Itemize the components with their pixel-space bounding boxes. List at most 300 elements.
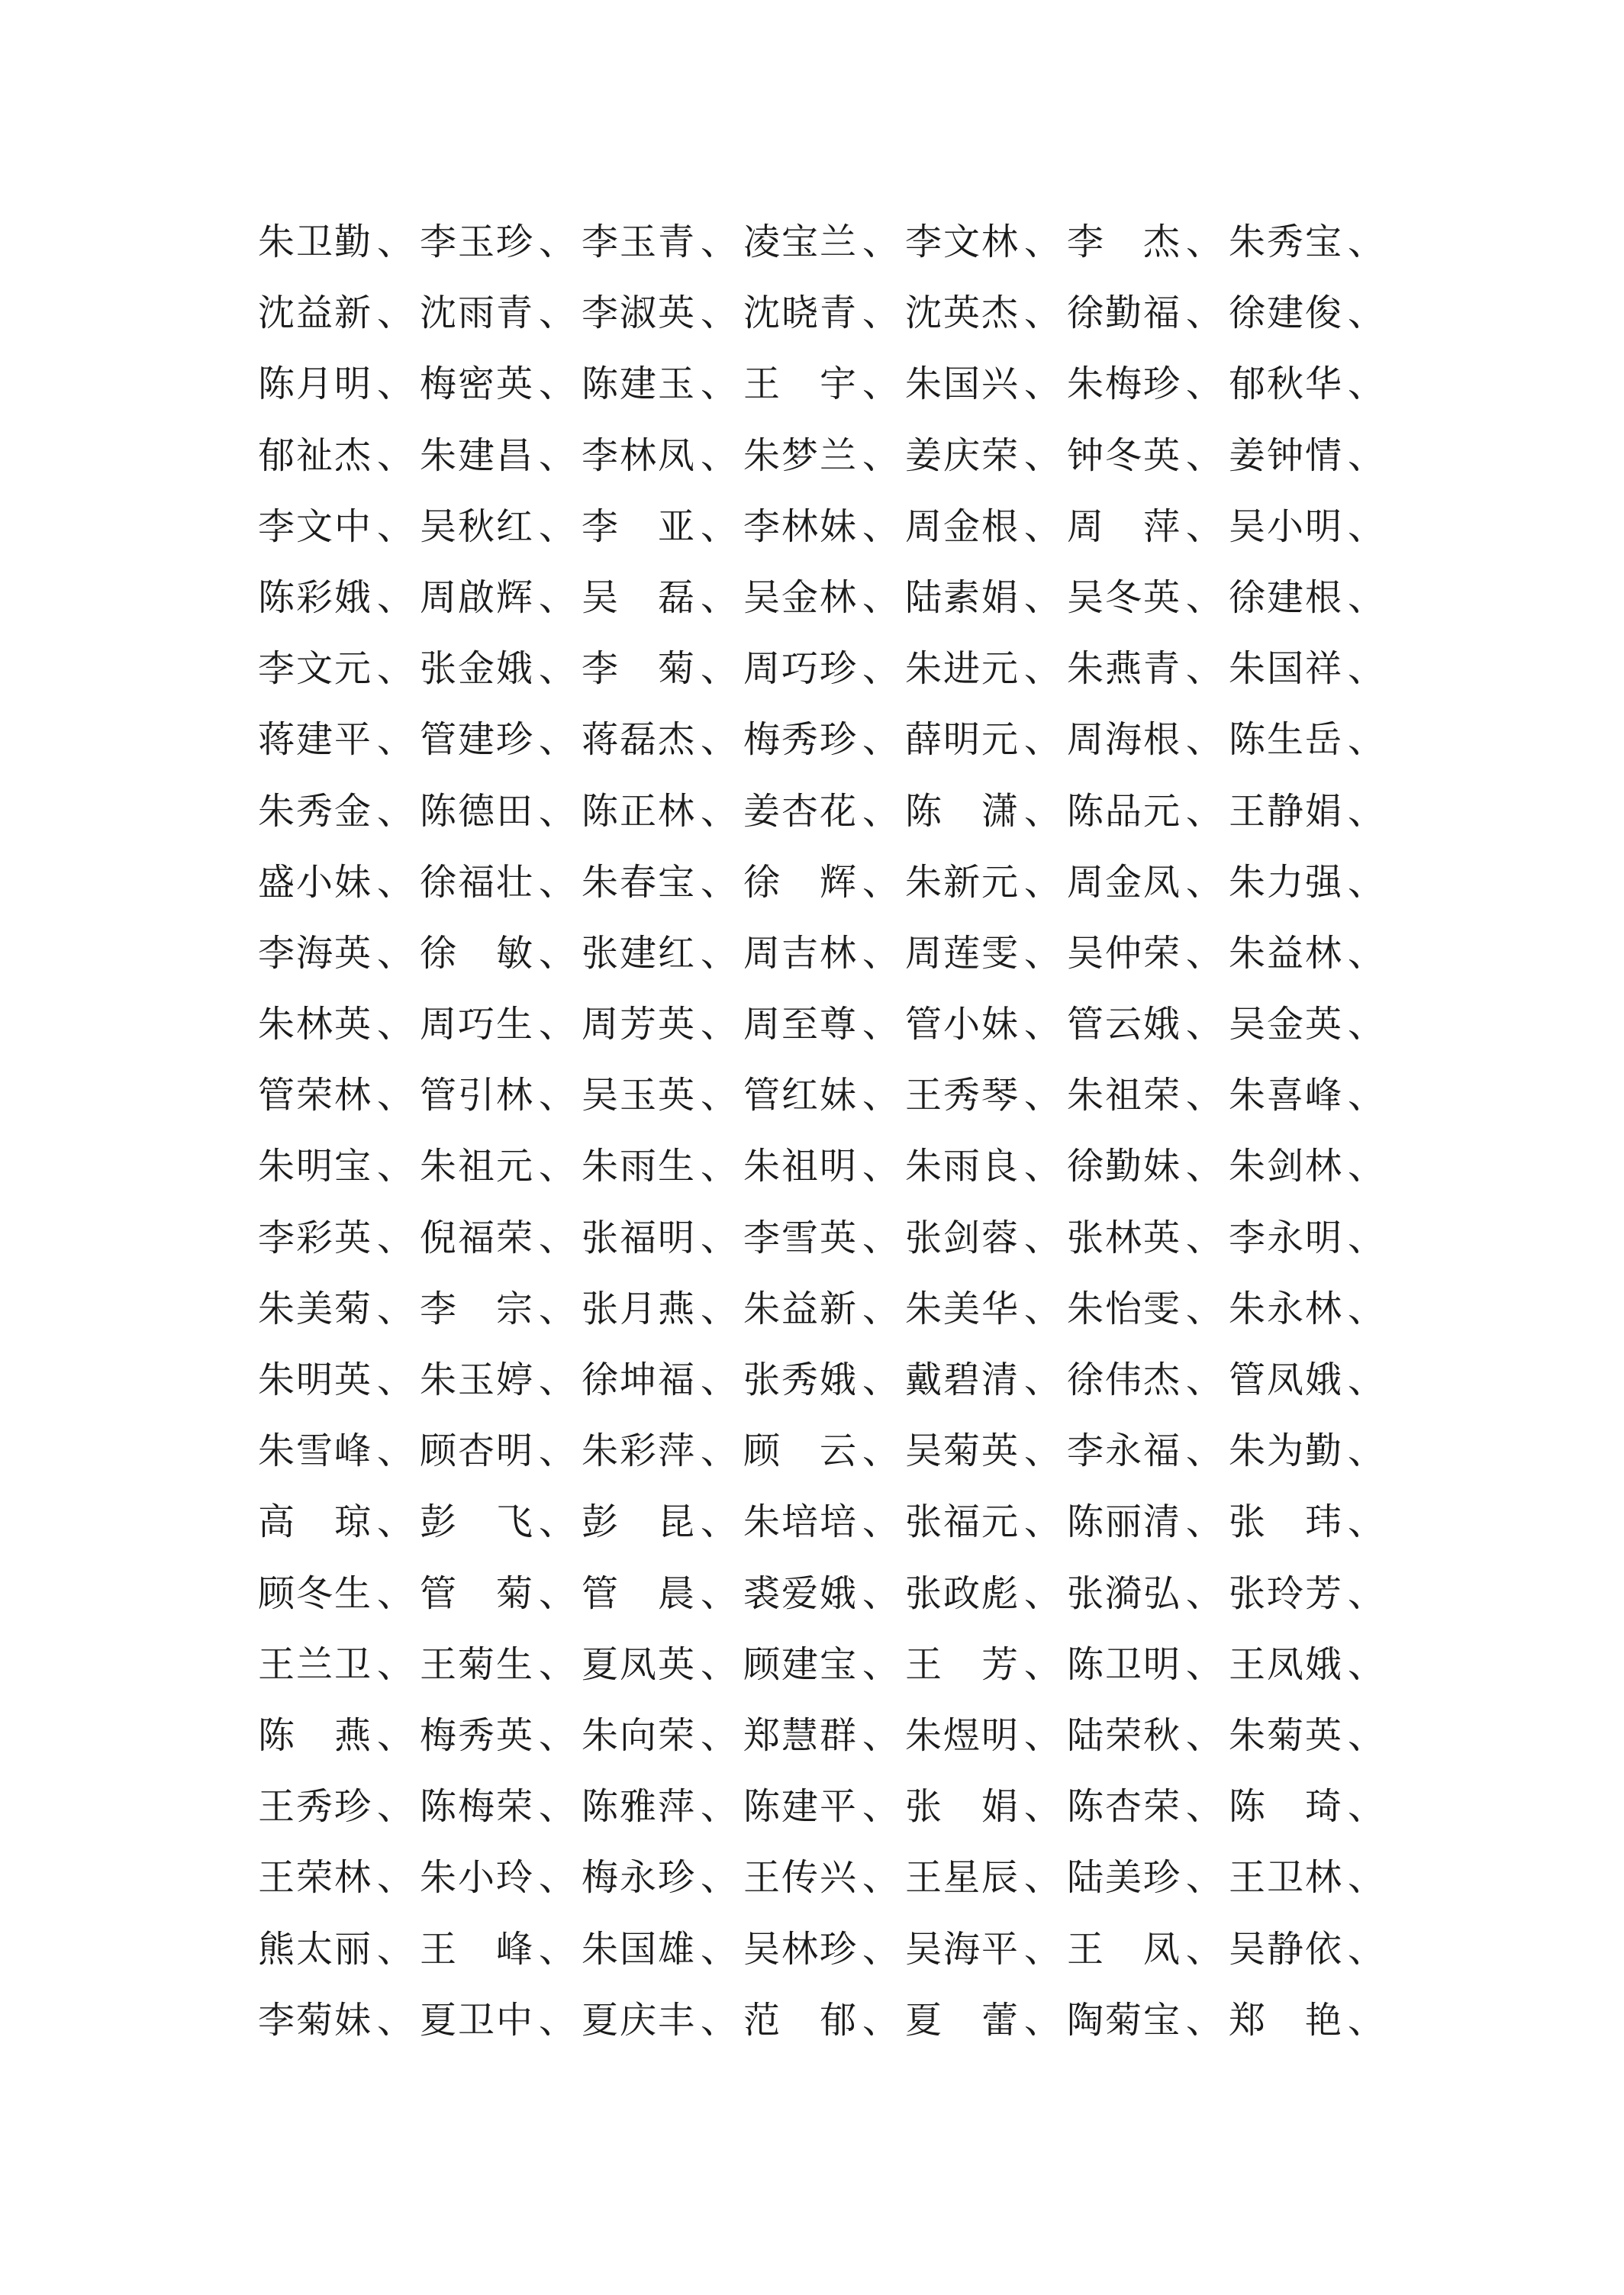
name-entry bbox=[1229, 788, 1390, 834]
separator-mark: 、 bbox=[538, 292, 575, 335]
person-name: 吴金英 bbox=[1229, 1003, 1342, 1046]
person-name: 管凤娥 bbox=[1229, 1359, 1342, 1401]
name-entry bbox=[1229, 1286, 1390, 1332]
person-name: 朱建昌 bbox=[420, 434, 533, 477]
person-name: 张林英 bbox=[1067, 1216, 1180, 1259]
separator-mark: 、 bbox=[862, 363, 899, 406]
name-entry bbox=[743, 1784, 905, 1829]
person-name: 周至尊 bbox=[743, 1003, 856, 1046]
separator-mark: 、 bbox=[538, 1359, 575, 1401]
name-row bbox=[258, 361, 1387, 432]
name-entry bbox=[420, 1713, 582, 1758]
person-name: 管建珍 bbox=[420, 718, 533, 762]
person-name: 朱林英 bbox=[258, 1003, 371, 1046]
separator-mark: 、 bbox=[1185, 292, 1223, 335]
name-entry bbox=[1229, 1357, 1390, 1403]
separator-mark: 、 bbox=[1347, 1500, 1384, 1544]
name-row bbox=[258, 1784, 1387, 1855]
person-name: 徐勤妹 bbox=[1067, 1145, 1180, 1188]
separator-mark: 、 bbox=[1347, 221, 1384, 263]
person-name: 王卫林 bbox=[1229, 1856, 1342, 1900]
name-entry bbox=[258, 859, 420, 905]
person-name: 沈晓青 bbox=[743, 292, 856, 335]
separator-mark: 、 bbox=[376, 1003, 414, 1046]
person-name: 朱雨生 bbox=[582, 1145, 694, 1188]
person-name: 张建红 bbox=[582, 931, 694, 975]
name-row bbox=[258, 1357, 1387, 1428]
person-name: 陈生岳 bbox=[1229, 718, 1342, 762]
name-row bbox=[258, 646, 1387, 717]
name-entry bbox=[420, 1926, 582, 1972]
name-entry bbox=[905, 1001, 1067, 1047]
separator-mark: 、 bbox=[1185, 1216, 1223, 1259]
person-name: 朱向荣 bbox=[582, 1713, 694, 1757]
separator-mark: 、 bbox=[700, 1571, 737, 1615]
person-name: 周 萍 bbox=[1067, 504, 1180, 548]
name-row bbox=[258, 1215, 1387, 1286]
name-row bbox=[258, 1571, 1387, 1642]
separator-mark: 、 bbox=[538, 647, 575, 691]
separator-mark: 、 bbox=[1185, 363, 1223, 406]
name-entry bbox=[743, 219, 905, 265]
name-entry bbox=[582, 1072, 743, 1118]
name-entry bbox=[582, 930, 743, 976]
name-entry bbox=[1067, 646, 1229, 691]
separator-mark: 、 bbox=[1347, 1713, 1384, 1757]
person-name: 陈彩娥 bbox=[258, 575, 371, 619]
separator-mark: 、 bbox=[700, 1998, 737, 2042]
person-name: 王荣林 bbox=[258, 1856, 371, 1900]
name-entry bbox=[1067, 504, 1229, 550]
person-name: 吴金林 bbox=[743, 575, 856, 619]
person-name: 陈品元 bbox=[1067, 789, 1180, 833]
person-name: 李 亚 bbox=[582, 504, 694, 548]
separator-mark: 、 bbox=[538, 1713, 575, 1757]
separator-mark: 、 bbox=[1023, 1359, 1061, 1401]
person-name: 管小妹 bbox=[905, 1003, 1018, 1046]
name-entry bbox=[258, 1784, 420, 1829]
separator-mark: 、 bbox=[862, 1500, 899, 1544]
separator-mark: 、 bbox=[1347, 1074, 1384, 1117]
separator-mark: 、 bbox=[1347, 1785, 1384, 1829]
separator-mark: 、 bbox=[1023, 575, 1061, 619]
separator-mark: 、 bbox=[538, 1287, 575, 1330]
person-name: 徐 辉 bbox=[743, 860, 856, 904]
name-entry bbox=[258, 1855, 420, 1900]
person-name: 王 峰 bbox=[420, 1927, 533, 1971]
name-entry bbox=[420, 1001, 582, 1047]
separator-mark: 、 bbox=[1347, 363, 1384, 406]
name-entry bbox=[1229, 1642, 1390, 1687]
person-name: 顾杏明 bbox=[420, 1430, 533, 1473]
separator-mark: 、 bbox=[700, 575, 737, 619]
name-entry bbox=[1229, 290, 1390, 336]
name-entry bbox=[582, 1143, 743, 1189]
name-entry bbox=[420, 859, 582, 905]
name-entry bbox=[420, 1855, 582, 1900]
name-entry bbox=[743, 504, 905, 550]
separator-mark: 、 bbox=[1185, 647, 1223, 691]
name-row bbox=[258, 1001, 1387, 1072]
separator-mark: 、 bbox=[700, 1642, 737, 1686]
name-entry bbox=[258, 219, 420, 265]
name-entry bbox=[743, 1215, 905, 1261]
separator-mark: 、 bbox=[538, 1430, 575, 1473]
person-name: 吴玉英 bbox=[582, 1074, 694, 1117]
name-entry bbox=[905, 1215, 1067, 1261]
separator-mark: 、 bbox=[376, 1571, 414, 1615]
separator-mark: 、 bbox=[538, 1003, 575, 1046]
person-name: 吴海平 bbox=[905, 1927, 1018, 1971]
person-name: 顾冬生 bbox=[258, 1571, 371, 1615]
name-row bbox=[258, 1855, 1387, 1926]
person-name: 徐建俊 bbox=[1229, 292, 1342, 335]
person-name: 周巧珍 bbox=[743, 647, 856, 691]
name-row bbox=[258, 1428, 1387, 1499]
separator-mark: 、 bbox=[376, 789, 414, 833]
name-entry bbox=[420, 1357, 582, 1403]
separator-mark: 、 bbox=[1185, 789, 1223, 833]
separator-mark: 、 bbox=[700, 647, 737, 691]
separator-mark: 、 bbox=[700, 1713, 737, 1757]
separator-mark: 、 bbox=[376, 1074, 414, 1117]
name-entry bbox=[582, 219, 743, 265]
separator-mark: 、 bbox=[538, 575, 575, 619]
name-entry bbox=[1067, 930, 1229, 976]
name-entry bbox=[1067, 1001, 1229, 1047]
separator-mark: 、 bbox=[376, 1642, 414, 1686]
name-entry bbox=[258, 1001, 420, 1047]
separator-mark: 、 bbox=[1185, 1074, 1223, 1117]
separator-mark: 、 bbox=[1347, 292, 1384, 335]
name-entry bbox=[420, 930, 582, 976]
name-entry bbox=[1067, 361, 1229, 407]
person-name: 朱彩萍 bbox=[582, 1430, 694, 1473]
separator-mark: 、 bbox=[1185, 931, 1223, 975]
name-row bbox=[258, 717, 1387, 788]
person-name: 姜庆荣 bbox=[905, 434, 1018, 477]
name-entry bbox=[1229, 1001, 1390, 1047]
separator-mark: 、 bbox=[538, 1571, 575, 1615]
separator-mark: 、 bbox=[862, 1785, 899, 1829]
person-name: 朱梦兰 bbox=[743, 434, 856, 477]
person-name: 夏卫中 bbox=[420, 1998, 533, 2042]
name-entry bbox=[743, 290, 905, 336]
person-name: 陈雅萍 bbox=[582, 1785, 694, 1829]
separator-mark: 、 bbox=[376, 1145, 414, 1188]
name-entry bbox=[743, 1072, 905, 1118]
person-name: 陈月明 bbox=[258, 363, 371, 406]
person-name: 沈英杰 bbox=[905, 292, 1018, 335]
person-name: 陈卫明 bbox=[1067, 1642, 1180, 1686]
person-name: 高 琼 bbox=[258, 1500, 371, 1544]
separator-mark: 、 bbox=[1185, 1998, 1223, 2042]
person-name: 王凤娥 bbox=[1229, 1642, 1342, 1686]
name-entry bbox=[420, 1571, 582, 1616]
separator-mark: 、 bbox=[538, 1642, 575, 1686]
person-name: 陈建玉 bbox=[582, 363, 694, 406]
person-name: 陆美珍 bbox=[1067, 1856, 1180, 1900]
name-entry bbox=[420, 361, 582, 407]
person-name: 陈梅荣 bbox=[420, 1785, 533, 1829]
name-entry bbox=[1229, 361, 1390, 407]
name-entry bbox=[905, 717, 1067, 762]
name-entry bbox=[582, 1001, 743, 1047]
separator-mark: 、 bbox=[376, 1713, 414, 1757]
person-name: 姜杏花 bbox=[743, 789, 856, 833]
name-entry bbox=[743, 717, 905, 762]
name-entry bbox=[582, 504, 743, 550]
name-entry bbox=[258, 1286, 420, 1332]
name-row bbox=[258, 1499, 1387, 1570]
separator-mark: 、 bbox=[376, 434, 414, 477]
separator-mark: 、 bbox=[538, 1856, 575, 1900]
name-entry bbox=[743, 788, 905, 834]
name-entry bbox=[905, 504, 1067, 550]
separator-mark: 、 bbox=[376, 1216, 414, 1259]
person-name: 张漪弘 bbox=[1067, 1571, 1180, 1615]
separator-mark: 、 bbox=[1347, 789, 1384, 833]
separator-mark: 、 bbox=[700, 504, 737, 548]
name-entry bbox=[258, 361, 420, 407]
separator-mark: 、 bbox=[1347, 1927, 1384, 1971]
name-entry bbox=[905, 1926, 1067, 1972]
person-name: 周金根 bbox=[905, 504, 1018, 548]
person-name: 陈建平 bbox=[743, 1785, 856, 1829]
name-entry bbox=[420, 646, 582, 691]
name-entry bbox=[258, 1642, 420, 1687]
separator-mark: 、 bbox=[862, 434, 899, 477]
separator-mark: 、 bbox=[1023, 1216, 1061, 1259]
name-row bbox=[258, 1997, 1387, 2068]
separator-mark: 、 bbox=[1023, 1856, 1061, 1900]
person-name: 沈益新 bbox=[258, 292, 371, 335]
person-name: 徐 敏 bbox=[420, 931, 533, 975]
person-name: 朱雨良 bbox=[905, 1145, 1018, 1188]
separator-mark: 、 bbox=[1185, 1359, 1223, 1401]
separator-mark: 、 bbox=[538, 860, 575, 904]
name-entry bbox=[743, 1855, 905, 1900]
name-entry bbox=[1229, 1997, 1390, 2043]
person-name: 吴林珍 bbox=[743, 1927, 856, 1971]
name-entry bbox=[743, 1713, 905, 1758]
name-entry bbox=[1067, 1926, 1229, 1972]
name-entry bbox=[1067, 1997, 1229, 2043]
name-entry bbox=[743, 1143, 905, 1189]
person-name: 张 玮 bbox=[1229, 1500, 1342, 1544]
person-name: 朱小玲 bbox=[420, 1856, 533, 1900]
separator-mark: 、 bbox=[862, 1003, 899, 1046]
person-name: 周啟辉 bbox=[420, 575, 533, 619]
name-entry bbox=[582, 1499, 743, 1545]
name-entry bbox=[582, 1926, 743, 1972]
person-name: 郁秋华 bbox=[1229, 363, 1342, 406]
separator-mark: 、 bbox=[538, 1074, 575, 1117]
name-entry bbox=[1067, 1784, 1229, 1829]
separator-mark: 、 bbox=[700, 1216, 737, 1259]
person-name: 徐坤福 bbox=[582, 1359, 694, 1401]
person-name: 熊太丽 bbox=[258, 1927, 371, 1971]
person-name: 朱煜明 bbox=[905, 1713, 1018, 1757]
name-entry bbox=[743, 859, 905, 905]
separator-mark: 、 bbox=[862, 647, 899, 691]
separator-mark: 、 bbox=[700, 1856, 737, 1900]
separator-mark: 、 bbox=[1347, 504, 1384, 548]
name-entry bbox=[1229, 1143, 1390, 1189]
separator-mark: 、 bbox=[700, 1500, 737, 1544]
separator-mark: 、 bbox=[862, 1998, 899, 2042]
separator-mark: 、 bbox=[862, 1216, 899, 1259]
name-entry bbox=[743, 361, 905, 407]
separator-mark: 、 bbox=[538, 1927, 575, 1971]
name-entry bbox=[1229, 1713, 1390, 1758]
person-name: 朱秀金 bbox=[258, 789, 371, 833]
person-name: 朱燕青 bbox=[1067, 647, 1180, 691]
separator-mark: 、 bbox=[1023, 434, 1061, 477]
name-entry bbox=[905, 646, 1067, 691]
person-name: 李永福 bbox=[1067, 1430, 1180, 1473]
name-row bbox=[258, 1642, 1387, 1713]
person-name: 朱梅珍 bbox=[1067, 363, 1180, 406]
person-name: 朱益新 bbox=[743, 1287, 856, 1330]
separator-mark: 、 bbox=[538, 1216, 575, 1259]
person-name: 朱新元 bbox=[905, 860, 1018, 904]
separator-mark: 、 bbox=[538, 363, 575, 406]
name-row bbox=[258, 1286, 1387, 1357]
person-name: 朱美华 bbox=[905, 1287, 1018, 1330]
name-entry bbox=[420, 1215, 582, 1261]
separator-mark: 、 bbox=[862, 1927, 899, 1971]
name-entry bbox=[743, 646, 905, 691]
separator-mark: 、 bbox=[1185, 1713, 1223, 1757]
name-entry bbox=[258, 290, 420, 336]
name-entry bbox=[905, 1713, 1067, 1758]
separator-mark: 、 bbox=[1023, 1642, 1061, 1686]
name-entry bbox=[905, 930, 1067, 976]
person-name: 朱剑林 bbox=[1229, 1145, 1342, 1188]
person-name: 王星辰 bbox=[905, 1856, 1018, 1900]
name-entry bbox=[1229, 219, 1390, 265]
separator-mark: 、 bbox=[700, 718, 737, 762]
separator-mark: 、 bbox=[376, 1500, 414, 1544]
name-entry bbox=[1067, 575, 1229, 620]
name-entry bbox=[1229, 504, 1390, 550]
name-row bbox=[258, 504, 1387, 575]
person-name: 朱国兴 bbox=[905, 363, 1018, 406]
separator-mark: 、 bbox=[862, 718, 899, 762]
person-name: 管引林 bbox=[420, 1074, 533, 1117]
person-name: 周芳英 bbox=[582, 1003, 694, 1046]
name-entry bbox=[1229, 859, 1390, 905]
person-name: 李 杰 bbox=[1067, 221, 1180, 263]
name-entry bbox=[1229, 1428, 1390, 1474]
name-entry bbox=[905, 575, 1067, 620]
separator-mark: 、 bbox=[1023, 860, 1061, 904]
separator-mark: 、 bbox=[862, 1642, 899, 1686]
separator-mark: 、 bbox=[1347, 1571, 1384, 1615]
separator-mark: 、 bbox=[700, 221, 737, 263]
person-name: 吴冬英 bbox=[1067, 575, 1180, 619]
separator-mark: 、 bbox=[700, 1145, 737, 1188]
name-entry bbox=[1229, 433, 1390, 479]
separator-mark: 、 bbox=[376, 1856, 414, 1900]
person-name: 吴静依 bbox=[1229, 1927, 1342, 1971]
person-name: 彭 昆 bbox=[582, 1500, 694, 1544]
person-name: 徐伟杰 bbox=[1067, 1359, 1180, 1401]
separator-mark: 、 bbox=[538, 1998, 575, 2042]
name-entry bbox=[905, 1499, 1067, 1545]
person-name: 徐建根 bbox=[1229, 575, 1342, 619]
name-entry bbox=[1067, 788, 1229, 834]
separator-mark: 、 bbox=[376, 221, 414, 263]
separator-mark: 、 bbox=[1023, 504, 1061, 548]
separator-mark: 、 bbox=[1347, 434, 1384, 477]
separator-mark: 、 bbox=[1023, 1785, 1061, 1829]
separator-mark: 、 bbox=[376, 860, 414, 904]
separator-mark: 、 bbox=[1023, 221, 1061, 263]
name-entry bbox=[420, 1072, 582, 1118]
name-entry bbox=[743, 1357, 905, 1403]
person-name: 王秀珍 bbox=[258, 1785, 371, 1829]
separator-mark: 、 bbox=[1185, 1287, 1223, 1330]
separator-mark: 、 bbox=[1347, 1856, 1384, 1900]
person-name: 张福明 bbox=[582, 1216, 694, 1259]
name-entry bbox=[743, 1499, 905, 1545]
separator-mark: 、 bbox=[1347, 575, 1384, 619]
name-row bbox=[258, 859, 1387, 930]
person-name: 蒋建平 bbox=[258, 718, 371, 762]
person-name: 李 菊 bbox=[582, 647, 694, 691]
person-name: 陈 琦 bbox=[1229, 1785, 1342, 1829]
name-entry bbox=[1229, 1784, 1390, 1829]
separator-mark: 、 bbox=[538, 789, 575, 833]
name-entry bbox=[905, 1143, 1067, 1189]
name-entry bbox=[905, 859, 1067, 905]
separator-mark: 、 bbox=[700, 1430, 737, 1473]
separator-mark: 、 bbox=[1185, 1927, 1223, 1971]
name-entry bbox=[905, 1571, 1067, 1616]
person-name: 蒋磊杰 bbox=[582, 718, 694, 762]
person-name: 李玉青 bbox=[582, 221, 694, 263]
person-name: 顾 云 bbox=[743, 1430, 856, 1473]
separator-mark: 、 bbox=[862, 1145, 899, 1188]
person-name: 郁祉杰 bbox=[258, 434, 371, 477]
separator-mark: 、 bbox=[1185, 1642, 1223, 1686]
separator-mark: 、 bbox=[862, 1571, 899, 1615]
person-name: 夏庆丰 bbox=[582, 1998, 694, 2042]
name-entry bbox=[258, 788, 420, 834]
separator-mark: 、 bbox=[376, 363, 414, 406]
separator-mark: 、 bbox=[1023, 1430, 1061, 1473]
person-name: 顾建宝 bbox=[743, 1642, 856, 1686]
separator-mark: 、 bbox=[1023, 1927, 1061, 1971]
name-entry bbox=[905, 290, 1067, 336]
name-row bbox=[258, 433, 1387, 504]
person-name: 张月燕 bbox=[582, 1287, 694, 1330]
name-entry bbox=[1067, 433, 1229, 479]
person-name: 周海根 bbox=[1067, 718, 1180, 762]
name-row bbox=[258, 219, 1387, 290]
name-entry bbox=[582, 1855, 743, 1900]
name-row bbox=[258, 1713, 1387, 1784]
person-name: 陈 燕 bbox=[258, 1713, 371, 1757]
person-name: 管红妹 bbox=[743, 1074, 856, 1117]
name-entry bbox=[582, 788, 743, 834]
name-entry bbox=[582, 1215, 743, 1261]
separator-mark: 、 bbox=[1023, 292, 1061, 335]
separator-mark: 、 bbox=[376, 292, 414, 335]
person-name: 王菊生 bbox=[420, 1642, 533, 1686]
